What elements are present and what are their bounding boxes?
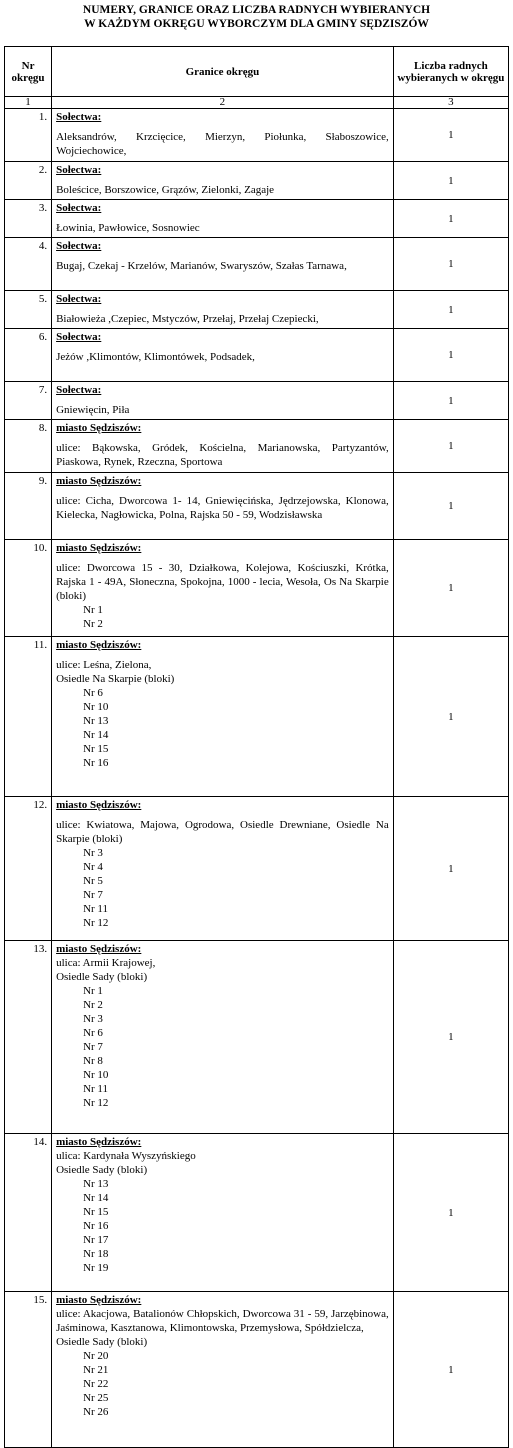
- boundaries-text: Łowinia, Pawłowice, Sosnowiec: [56, 222, 200, 234]
- district-number: 6.: [5, 329, 52, 382]
- header-seats: Liczba radnych wybieranych w okręgu: [393, 47, 508, 97]
- table-row: [5, 1292, 509, 1448]
- header-boundaries: Granice okręgu: [52, 47, 394, 97]
- column-number-row: [5, 97, 509, 109]
- boundaries-heading: miasto Sędziszów:: [56, 475, 142, 487]
- header-row: [5, 47, 509, 97]
- districts-table: [4, 46, 509, 1448]
- seat-count: 1: [393, 238, 508, 291]
- seat-count: 1: [393, 797, 508, 941]
- block-number: Nr 17: [83, 1234, 109, 1246]
- boundaries-text: Boleścice, Borszowice, Grązów, Zielonki, Zagaje: [56, 184, 275, 196]
- table-row: [5, 473, 509, 540]
- block-number: Nr 25: [83, 1392, 109, 1404]
- title-line-2: W KAŻDYM OKRĘGU WYBORCZYM DLA GMINY SĘDZISZÓW: [84, 18, 429, 30]
- boundaries-heading: miasto Sędziszów:: [56, 1294, 142, 1306]
- district-boundaries: [52, 162, 394, 200]
- block-number: Nr 6: [83, 1027, 103, 1039]
- boundaries-text: ulice: Akacjowa, Batalionów Chłopskich, Dworcowa 31 - 59, Jarzębinowa, Jaśminowa, Kasztanowa, Klimontowska, Przemysłowa, Spółdzielcza,: [56, 1308, 389, 1334]
- seat-count: 1: [393, 329, 508, 382]
- boundaries-text: Osiedle Sady (bloki): [56, 1164, 148, 1176]
- seat-count: 1: [393, 637, 508, 797]
- district-number: 15.: [5, 1292, 52, 1448]
- table-row: [5, 637, 509, 797]
- block-number: Nr 10: [83, 701, 109, 713]
- boundaries-heading: miasto Sędziszów:: [56, 422, 142, 434]
- block-number: Nr 12: [83, 1097, 109, 1109]
- boundaries-text: Bugaj, Czekaj - Krzelów, Marianów, Swaryszów, Szałas Tarnawa,: [56, 260, 347, 272]
- district-boundaries: [52, 420, 394, 473]
- district-number: 4.: [5, 238, 52, 291]
- district-number: 7.: [5, 382, 52, 420]
- district-number: 2.: [5, 162, 52, 200]
- table-row: [5, 382, 509, 420]
- block-number: Nr 6: [83, 687, 103, 699]
- district-boundaries: [52, 238, 394, 291]
- seat-count: 1: [393, 109, 508, 162]
- boundaries-heading: miasto Sędziszów:: [56, 1136, 142, 1148]
- district-boundaries: [52, 473, 394, 540]
- block-number: Nr 4: [83, 861, 103, 873]
- block-number: Nr 7: [83, 1041, 103, 1053]
- seat-count: 1: [393, 420, 508, 473]
- block-number: Nr 15: [83, 743, 109, 755]
- district-boundaries: [52, 540, 394, 637]
- block-number: Nr 15: [83, 1206, 109, 1218]
- boundaries-text: Gniewięcin, Piła: [56, 404, 130, 416]
- seat-count: 1: [393, 200, 508, 238]
- boundaries-text: ulice: Kwiatowa, Majowa, Ogrodowa, Osiedle Drewniane, Osiedle Na Skarpie (bloki): [56, 819, 389, 845]
- district-number: 10.: [5, 540, 52, 637]
- table-row: [5, 291, 509, 329]
- district-number: 3.: [5, 200, 52, 238]
- block-number: Nr 1: [83, 985, 103, 997]
- boundaries-text: ulice: Bąkowska, Gródek, Kościelna, Marianowska, Partyzantów, Piaskowa, Rynek, Rzeczna, Sportowa: [56, 442, 389, 468]
- table-row: [5, 1134, 509, 1292]
- block-number: Nr 14: [83, 1192, 109, 1204]
- boundaries-heading: Sołectwa:: [56, 331, 102, 343]
- boundaries-heading: miasto Sędziszów:: [56, 943, 142, 955]
- district-boundaries: [52, 382, 394, 420]
- block-number: Nr 13: [83, 715, 109, 727]
- table-row: [5, 797, 509, 941]
- table-row: [5, 941, 509, 1134]
- district-number: 11.: [5, 637, 52, 797]
- district-number: 8.: [5, 420, 52, 473]
- boundaries-text: Jeżów ,Klimontów, Klimontówek, Podsadek,: [56, 351, 255, 363]
- block-number: Nr 3: [83, 1013, 103, 1025]
- district-number: 14.: [5, 1134, 52, 1292]
- district-boundaries: [52, 1134, 394, 1292]
- column-number: 2: [52, 97, 394, 109]
- table-row: [5, 200, 509, 238]
- district-boundaries: [52, 797, 394, 941]
- district-boundaries: [52, 637, 394, 797]
- table-row: [5, 540, 509, 637]
- block-number: Nr 21: [83, 1364, 109, 1376]
- district-boundaries: [52, 941, 394, 1134]
- district-number: 12.: [5, 797, 52, 941]
- seat-count: 1: [393, 540, 508, 637]
- block-number: Nr 11: [83, 1083, 109, 1095]
- seat-count: 1: [393, 941, 508, 1134]
- column-number: 1: [5, 97, 52, 109]
- boundaries-text: Białowieża ,Czepiec, Mstyczów, Przełaj, Przełaj Czepiecki,: [56, 313, 319, 325]
- header-nr: Nr okręgu: [5, 47, 52, 97]
- seat-count: 1: [393, 1134, 508, 1292]
- boundaries-heading: miasto Sędziszów:: [56, 799, 142, 811]
- column-number: 3: [393, 97, 508, 109]
- seat-count: 1: [393, 291, 508, 329]
- district-number: 5.: [5, 291, 52, 329]
- boundaries-heading: Sołectwa:: [56, 384, 102, 396]
- district-number: 13.: [5, 941, 52, 1134]
- boundaries-text: ulice: Leśna, Zielona,: [56, 659, 152, 671]
- boundaries-text: ulica: Kardynała Wyszyńskiego: [56, 1150, 196, 1162]
- block-number: Nr 11: [83, 903, 109, 915]
- block-number: Nr 16: [83, 757, 109, 769]
- block-number: Nr 14: [83, 729, 109, 741]
- seat-count: 1: [393, 382, 508, 420]
- block-number: Nr 1: [83, 604, 103, 616]
- seat-count: 1: [393, 162, 508, 200]
- table-row: [5, 420, 509, 473]
- boundaries-heading: Sołectwa:: [56, 111, 102, 123]
- block-number: Nr 8: [83, 1055, 103, 1067]
- block-number: Nr 20: [83, 1350, 109, 1362]
- block-number: Nr 19: [83, 1262, 109, 1274]
- boundaries-heading: miasto Sędziszów:: [56, 542, 142, 554]
- boundaries-heading: Sołectwa:: [56, 240, 102, 252]
- table-row: [5, 109, 509, 162]
- block-number: Nr 3: [83, 847, 103, 859]
- boundaries-text: Osiedle Sady (bloki): [56, 971, 148, 983]
- district-boundaries: [52, 200, 394, 238]
- district-number: 1.: [5, 109, 52, 162]
- block-number: Nr 13: [83, 1178, 109, 1190]
- block-number: Nr 2: [83, 999, 103, 1011]
- district-boundaries: [52, 329, 394, 382]
- block-number: Nr 10: [83, 1069, 109, 1081]
- boundaries-text: ulice: Dworcowa 15 - 30, Działkowa, Kolejowa, Kościuszki, Krótka, Rajska 1 - 49A, Słoneczna, Spokojna, 1000 - lecia, Wesoła, Os Na Skarpie (bloki): [56, 562, 389, 602]
- district-boundaries: [52, 1292, 394, 1448]
- boundaries-text: Osiedle Sady (bloki): [56, 1336, 148, 1348]
- table-row: [5, 162, 509, 200]
- boundaries-text: ulica: Armii Krajowej,: [56, 957, 156, 969]
- seat-count: 1: [393, 473, 508, 540]
- title-line-1: NUMERY, GRANICE ORAZ LICZBA RADNYCH WYBIERANYCH: [82, 4, 431, 16]
- boundaries-heading: Sołectwa:: [56, 164, 102, 176]
- block-number: Nr 2: [83, 618, 103, 630]
- block-number: Nr 5: [83, 875, 103, 887]
- boundaries-text: ulice: Cicha, Dworcowa 1- 14, Gniewięcińska, Jędrzejowska, Klonowa, Kielecka, Nagłowicka, Polna, Rajska 50 - 59, Wodzisławska: [56, 495, 389, 521]
- block-number: Nr 22: [83, 1378, 109, 1390]
- boundaries-text: Aleksandrów, Krzcięcice, Mierzyn, Piołunka, Słaboszowice, Wojciechowice,: [56, 131, 389, 157]
- boundaries-heading: Sołectwa:: [56, 202, 102, 214]
- table-row: [5, 329, 509, 382]
- seat-count: 1: [393, 1292, 508, 1448]
- boundaries-heading: miasto Sędziszów:: [56, 639, 142, 651]
- block-number: Nr 12: [83, 917, 109, 929]
- boundaries-text: Osiedle Na Skarpie (bloki): [56, 673, 175, 685]
- district-boundaries: [52, 109, 394, 162]
- table-row: [5, 238, 509, 291]
- document-title: [0, 3, 513, 31]
- district-boundaries: [52, 291, 394, 329]
- block-number: Nr 26: [83, 1406, 109, 1418]
- boundaries-heading: Sołectwa:: [56, 293, 102, 305]
- block-number: Nr 18: [83, 1248, 109, 1260]
- district-number: 9.: [5, 473, 52, 540]
- block-number: Nr 16: [83, 1220, 109, 1232]
- block-number: Nr 7: [83, 889, 103, 901]
